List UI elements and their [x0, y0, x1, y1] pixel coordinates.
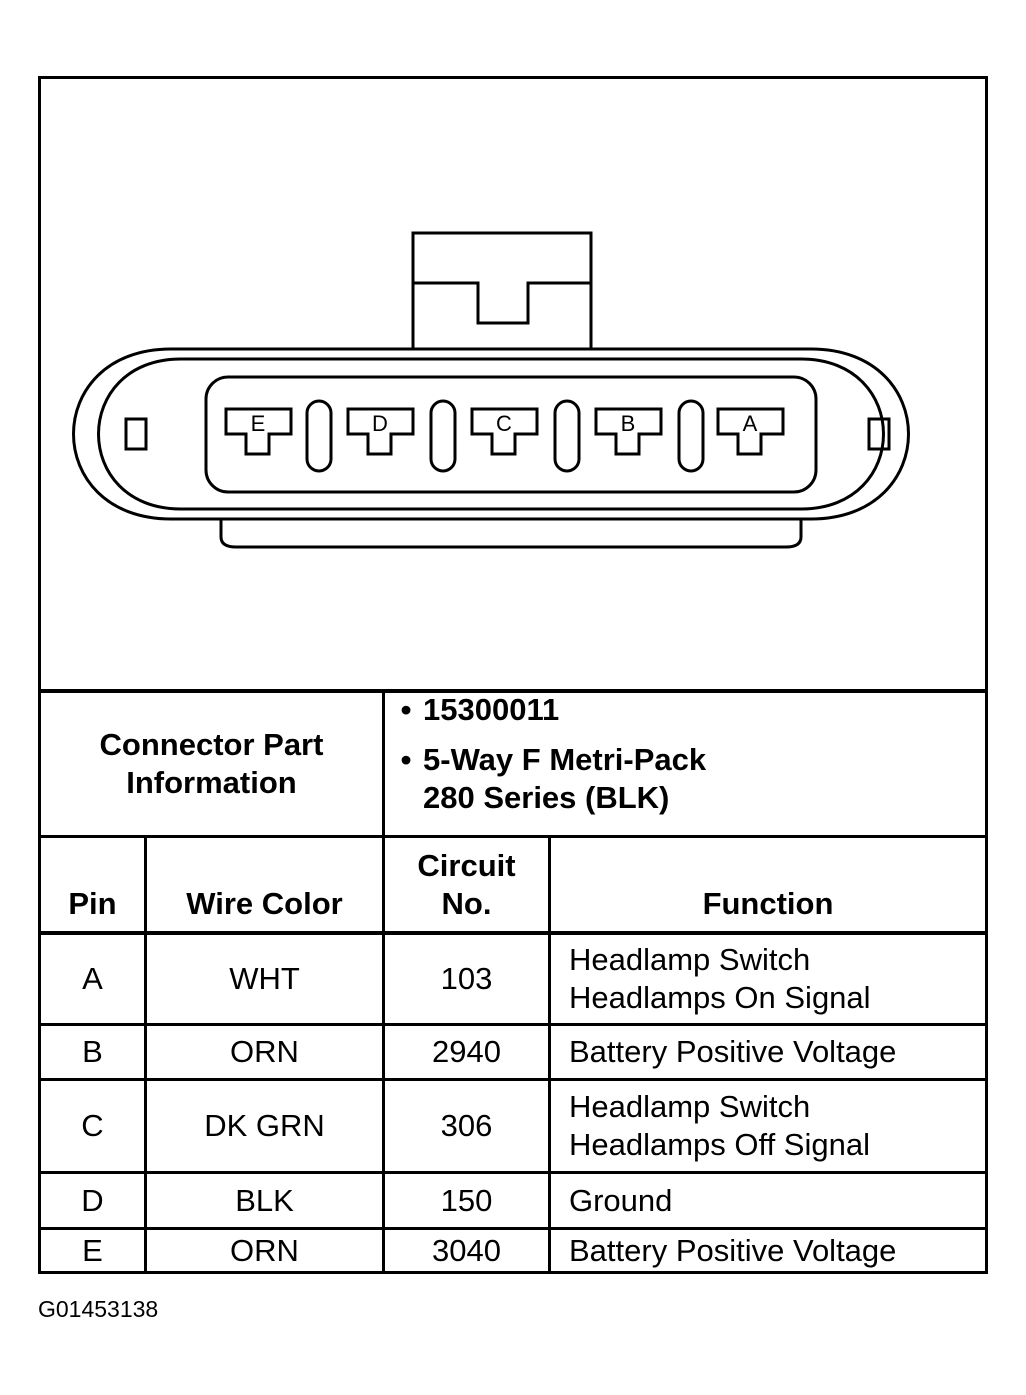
row-a-function-line1: Headlamp Switch	[569, 942, 811, 977]
pin-label-D: D	[372, 411, 388, 436]
row-d-function: Ground	[569, 1182, 673, 1218]
row-b-wire: ORN	[230, 1034, 299, 1069]
part-description-line2: 280 Series (BLK)	[423, 780, 670, 815]
row-c-function	[551, 1081, 985, 1171]
row-e-pin: E	[82, 1233, 103, 1268]
separator	[679, 401, 703, 471]
figure-frame	[38, 76, 988, 1274]
part-info-label-line1: Connector Part	[99, 727, 324, 762]
part-info-label	[41, 693, 382, 835]
row-a-circuit: 103	[440, 961, 493, 996]
latch-notch	[413, 283, 591, 323]
row-a-function	[551, 935, 985, 1023]
row-b-function: Battery Positive Voltage	[569, 1034, 897, 1069]
row-a-wire: WHT	[229, 961, 300, 996]
row-c-function-line1: Headlamp Switch	[569, 1089, 811, 1124]
header-circuit-line1: Circuit	[417, 848, 516, 883]
part-info-label-line2: Information	[126, 765, 297, 800]
header-function: Function	[702, 886, 834, 921]
pin-label-B: B	[620, 411, 636, 436]
row-d-pin: D	[81, 1182, 104, 1218]
row-c-wire: DK GRN	[204, 1108, 325, 1143]
header-wire-color: Wire Color	[186, 886, 343, 921]
header-circuit	[385, 838, 548, 931]
row-e-circuit: 3040	[432, 1233, 501, 1268]
connector-skirt	[221, 519, 801, 547]
row-b-circuit: 2940	[432, 1034, 501, 1069]
row-c-circuit: 306	[440, 1108, 493, 1143]
left-stub	[126, 419, 146, 449]
row-a-pin: A	[82, 961, 103, 996]
figure-code: G01453138	[38, 1296, 159, 1322]
part-description-line1: 5-Way F Metri-Pack	[423, 742, 707, 777]
row-d-circuit: 150	[440, 1182, 493, 1218]
part-number: 15300011	[423, 692, 560, 727]
pin-label-E: E	[250, 411, 266, 436]
pin-label-C: C	[496, 411, 512, 436]
connector-latch	[413, 233, 591, 349]
part-info-bullets: • 15300011 • 5-Way F Metri-Pack 280 Series (BLK)	[400, 692, 707, 815]
row-c-function-line2: Headlamps Off Signal	[569, 1127, 870, 1162]
row-e-wire: ORN	[230, 1233, 299, 1268]
header-circuit-line2: No.	[441, 886, 492, 921]
row-a-function-line2: Headlamps On Signal	[569, 980, 871, 1015]
connector-diagram	[41, 79, 985, 689]
right-stub	[869, 419, 889, 449]
separator	[431, 401, 455, 471]
row-c-pin: C	[81, 1108, 104, 1143]
row-b-pin: B	[82, 1034, 103, 1069]
pin-label-A: A	[742, 411, 758, 436]
separator	[307, 401, 331, 471]
header-pin: Pin	[68, 886, 117, 921]
separator	[555, 401, 579, 471]
row-e-function: Battery Positive Voltage	[569, 1233, 897, 1268]
row-d-wire: BLK	[235, 1182, 294, 1218]
